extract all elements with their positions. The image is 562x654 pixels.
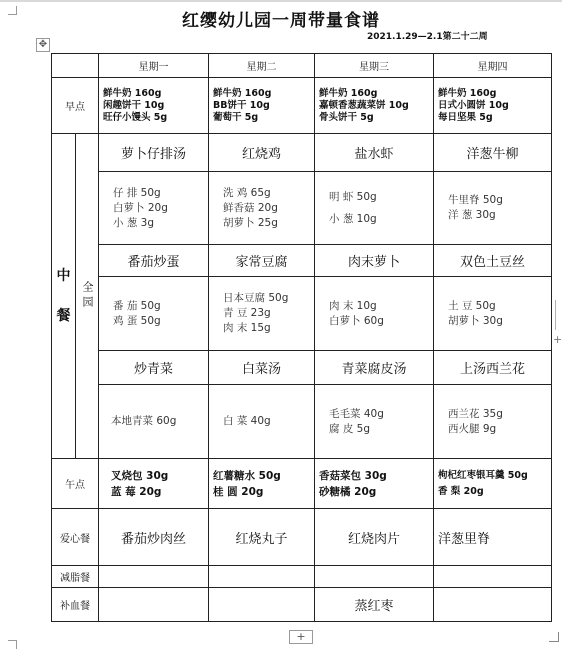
ingredient-cell	[434, 277, 552, 351]
ingredient: 洗 鸡 65g	[223, 186, 271, 199]
page-top-edge	[0, 0, 562, 2]
ingredient: 仔 排 50g	[113, 186, 161, 199]
love-meal-row	[52, 509, 552, 566]
ingredient-cell	[99, 385, 209, 459]
love-meal-cell: 红烧肉片	[315, 509, 434, 566]
ingredient: 明 虾 50g	[329, 191, 377, 203]
ingredient-cell	[209, 172, 315, 245]
ingredient: 腐 皮 5g	[329, 422, 371, 435]
ingredient: 肉 末 10g	[329, 299, 377, 312]
add-column-icon[interactable]: +	[553, 333, 562, 346]
dish-name: 盐水虾	[315, 134, 434, 172]
menu-table	[51, 53, 552, 622]
ingredient: 胡萝卜 30g	[448, 314, 503, 327]
item: 每日坚果 5g	[438, 111, 493, 123]
afternoon-cell	[434, 459, 552, 509]
dish-name: 双色土豆丝	[434, 245, 552, 277]
ingredient: 牛里脊 50g	[448, 194, 503, 206]
header-row	[52, 54, 552, 78]
ingredient: 白萝卜 20g	[113, 201, 168, 214]
lunch-label	[52, 134, 76, 459]
ingredient: 西火腿 9g	[448, 422, 497, 435]
ingredient: 毛毛菜 40g	[329, 407, 384, 420]
lunch-ingredient-row	[52, 172, 552, 245]
column-resize-marker[interactable]	[555, 300, 562, 330]
afternoon-cell	[99, 459, 209, 509]
afternoon-cell	[315, 459, 434, 509]
ingredient: 白萝卜 60g	[329, 314, 384, 327]
lunch-dish-row	[52, 245, 552, 277]
dish-name: 上汤西兰花	[434, 351, 552, 385]
ingredient-cell	[315, 172, 434, 245]
header-day: 星期一	[99, 54, 209, 78]
item: 香菇菜包 30g	[319, 469, 387, 482]
dish-name: 炒青菜	[99, 351, 209, 385]
afternoon-cell	[209, 459, 315, 509]
afternoon-label: 午点	[52, 459, 99, 509]
dish-name: 肉末萝卜	[315, 245, 434, 277]
ingredient-cell	[99, 172, 209, 245]
lunch-scope-label: 全园	[76, 134, 99, 459]
ingredient-cell	[209, 385, 315, 459]
dish-name: 红烧鸡	[209, 134, 315, 172]
ingredient-cell	[315, 277, 434, 351]
item: 闲趣饼干 10g	[103, 99, 165, 111]
date-range: 2021.1.29—2.1第二十二周	[367, 32, 488, 42]
ingredient: 洋 葱 30g	[448, 209, 496, 221]
ingredient: 西兰花 35g	[448, 407, 503, 420]
item: 蓝 莓 20g	[111, 485, 162, 498]
item: 日式小圆饼 10g	[438, 99, 509, 111]
blood-meal-cell: 蒸红枣	[315, 588, 434, 622]
ingredient-cell	[99, 277, 209, 351]
diet-meal-cell	[434, 566, 552, 588]
diet-meal-row	[52, 566, 552, 588]
item: 香 梨 20g	[438, 485, 484, 497]
item: 嘉顿香葱蔬菜饼 10g	[319, 99, 409, 111]
love-meal-cell: 红烧丸子	[209, 509, 315, 566]
ingredient: 小 葱 10g	[329, 213, 377, 225]
header-day: 星期二	[209, 54, 315, 78]
item: 砂糖橘 20g	[319, 485, 377, 498]
item: BB饼干 10g	[213, 99, 270, 111]
dish-name: 洋葱牛柳	[434, 134, 552, 172]
header-day: 星期四	[434, 54, 552, 78]
ingredient-cell	[434, 172, 552, 245]
item: 鲜牛奶 160g	[438, 87, 497, 99]
dish-name: 青菜腐皮汤	[315, 351, 434, 385]
diet-meal-label: 减脂餐	[52, 566, 99, 588]
header-day: 星期三	[315, 54, 434, 78]
breakfast-cell	[99, 78, 209, 134]
dish-name: 白菜汤	[209, 351, 315, 385]
ingredient: 胡萝卜 25g	[223, 216, 278, 229]
dish-name: 萝卜仔排汤	[99, 134, 209, 172]
crop-mark-bottom-left	[8, 640, 17, 649]
item: 鲜牛奶 160g	[103, 87, 162, 99]
dish-name: 番茄炒蛋	[99, 245, 209, 277]
ingredient: 本地青菜 60g	[111, 415, 177, 427]
ingredient: 肉 末 15g	[223, 322, 271, 334]
ingredient: 白 菜 40g	[223, 415, 271, 427]
lunch-label-zhong: 中	[56, 268, 71, 284]
lunch-ingredient-row	[52, 277, 552, 351]
blood-meal-cell	[99, 588, 209, 622]
item: 枸杞红枣银耳羹 50g	[438, 469, 528, 481]
ingredient: 青 豆 23g	[223, 307, 271, 319]
item: 旺仔小馒头 5g	[103, 111, 168, 123]
item: 红薯糖水 50g	[213, 469, 281, 482]
item: 骨头饼干 5g	[319, 111, 374, 123]
breakfast-cell	[315, 78, 434, 134]
table-resize-handle-icon[interactable]	[549, 632, 559, 642]
add-row-icon[interactable]: +	[289, 630, 313, 644]
breakfast-cell	[209, 78, 315, 134]
love-meal-label: 爱心餐	[52, 509, 99, 566]
ingredient-cell	[209, 277, 315, 351]
ingredient: 番 茄 50g	[113, 299, 161, 312]
love-meal-cell: 洋葱里脊	[434, 509, 552, 566]
item: 叉烧包 30g	[111, 469, 169, 482]
header-corner	[52, 54, 99, 78]
diet-meal-cell	[315, 566, 434, 588]
afternoon-row	[52, 459, 552, 509]
lunch-dish-row	[52, 351, 552, 385]
ingredient: 小 葱 3g	[113, 216, 155, 229]
love-meal-cell: 番茄炒肉丝	[99, 509, 209, 566]
blood-meal-row	[52, 588, 552, 622]
item: 桂 圆 20g	[213, 485, 264, 498]
table-move-handle-icon[interactable]: ✥	[36, 38, 50, 52]
ingredient: 日本豆腐 50g	[223, 292, 289, 304]
diet-meal-cell	[209, 566, 315, 588]
ingredient: 土 豆 50g	[448, 299, 496, 312]
lunch-dish-row	[52, 134, 552, 172]
breakfast-label: 早点	[52, 78, 99, 134]
item: 鲜牛奶 160g	[213, 87, 272, 99]
blood-meal-cell	[209, 588, 315, 622]
diet-meal-cell	[99, 566, 209, 588]
menu-title: 红缨幼儿园一周带量食谱	[182, 11, 380, 31]
breakfast-cell	[434, 78, 552, 134]
blood-meal-label: 补血餐	[52, 588, 99, 622]
ingredient-cell	[434, 385, 552, 459]
breakfast-row	[52, 78, 552, 134]
item: 葡萄干 5g	[213, 111, 259, 123]
blood-meal-cell	[434, 588, 552, 622]
ingredient: 鲜香菇 20g	[223, 201, 278, 214]
ingredient: 鸡 蛋 50g	[113, 314, 161, 327]
item: 鲜牛奶 160g	[319, 87, 378, 99]
lunch-ingredient-row	[52, 385, 552, 459]
ingredient-cell	[315, 385, 434, 459]
lunch-label-can: 餐	[56, 308, 71, 324]
dish-name: 家常豆腐	[209, 245, 315, 277]
